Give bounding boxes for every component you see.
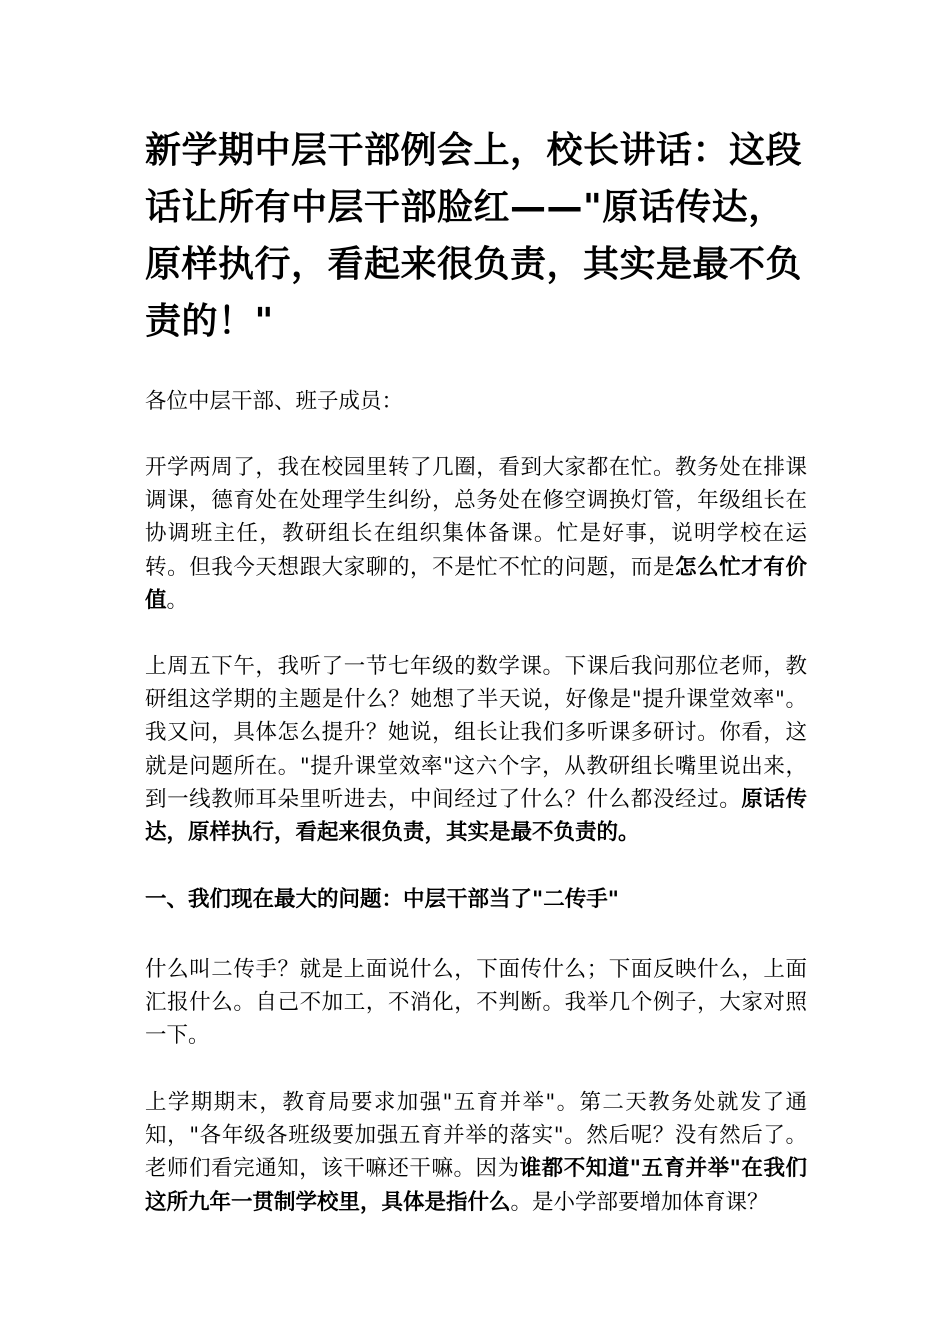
paragraph-2-text: 上周五下午，我听了一节七年级的数学课。下课后我问那位老师，教研组这学期的主题是什么？她想了半天说，好像是"提升课堂效率"。我又问，具体怎么提升？她说，组长让我们多听课多研讨。你看，这就是问题所在。"提升课堂效率"这六个字，从教研组长嘴里说出来，到一线教师耳朵里听进去，中间经过了什么？什么都没经过。 (145, 654, 807, 812)
paragraph-4 (145, 1086, 807, 1219)
paragraph-1 (145, 451, 807, 617)
paragraph-2 (145, 650, 807, 849)
paragraph-1-text: 开学两周了，我在校园里转了几圈，看到大家都在忙。教务处在排课调课，德育处在处理学生纠纷，总务处在修空调换灯管，年级组长在协调班主任，教研组长在组织集体备课。忙是好事，说明学校在运转。但我今天想跟大家聊的，不是忙不忙的问题，而是 (145, 455, 807, 580)
paragraph-4-end: 。是小学部要增加体育课？ (510, 1189, 769, 1215)
paragraph-1-emphasis: 怎么忙才有价值 (145, 554, 807, 613)
paragraph-4-text: 上学期期末，教育局要求加强"五育并举"。第二天教务处就发了通知，"各年级各班级要加强五育并举的落实"。然后呢？没有然后了。老师们看完通知，该干嘛还干嘛。因为 (145, 1090, 807, 1182)
paragraph-2-emphasis: 原话传达，原样执行，看起来很负责，其实是最不负责的。 (145, 786, 807, 846)
article-title: 新学期中层干部例会上，校长讲话：这段话让所有中层干部脸红——"原话传达，原样执行，看起来很负责，其实是最不负责的！" (145, 130, 803, 342)
salutation: 各位中层干部、班子成员： (145, 389, 404, 414)
paragraph-3 (145, 953, 807, 1053)
paragraph-4-emphasis: 谁都不知道"五育并举"在我们这所九年一贯制学校里，具体是指什么 (145, 1156, 807, 1215)
section-1-heading: 一、我们现在最大的问题：中层干部当了"二传手" (145, 887, 619, 912)
paragraph-1-end: 。 (166, 587, 189, 613)
paragraph-3-text: 什么叫二传手？就是上面说什么，下面传什么；下面反映什么，上面汇报什么。自己不加工，不消化，不判断。我举几个例子，大家对照一下。 (145, 957, 807, 1049)
